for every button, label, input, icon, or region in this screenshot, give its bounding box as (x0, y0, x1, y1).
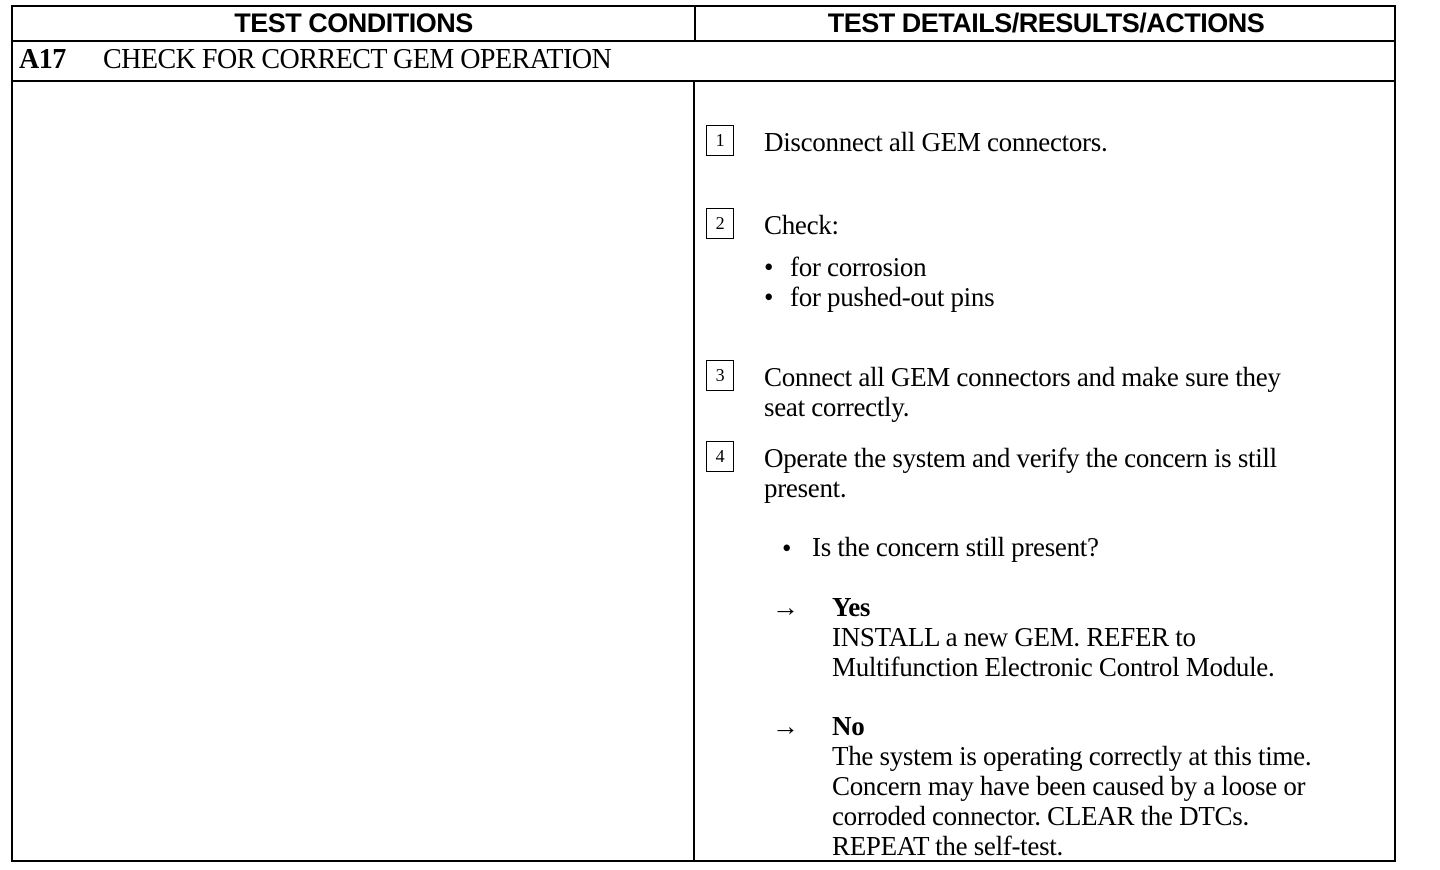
header-test-conditions: TEST CONDITIONS (234, 8, 473, 38)
header-test-details: TEST DETAILS/RESULTS/ACTIONS (827, 8, 1265, 38)
step-title-row (13, 42, 1394, 82)
question-text: Is the concern still present? (812, 532, 1099, 562)
step-number-box-2: 2 (706, 208, 734, 239)
yes-action-line-2: Multifunction Electronic Control Module. (832, 652, 1275, 682)
instruction-2-line-1: Check: (764, 210, 839, 240)
column-divider-body (693, 82, 695, 862)
instruction-4-line-2: present. (764, 473, 847, 503)
test-table (11, 5, 1396, 862)
step-number-box-4: 4 (706, 441, 734, 472)
no-action-line-1: The system is operating correctly at this time. (832, 741, 1312, 771)
question-bullet: • (782, 533, 792, 563)
answer-no-label: No (832, 711, 865, 741)
step-number-box-3: 3 (706, 360, 734, 391)
test-details-cell (696, 82, 1396, 862)
arrow-right-icon: → (772, 711, 799, 741)
no-action-line-3: corroded connector. CLEAR the DTCs. (832, 801, 1249, 831)
step-code: A17 (19, 44, 66, 75)
answer-yes-label: Yes (832, 592, 871, 622)
instruction-3-line-2: seat correctly. (764, 392, 910, 422)
no-action-line-2: Concern may have been caused by a loose or (832, 771, 1306, 801)
bullet-glyph: • (764, 282, 774, 312)
arrow-right-icon: → (772, 592, 799, 622)
table-header-row (13, 7, 1394, 42)
instruction-3-line-1: Connect all GEM connectors and make sure they (764, 362, 1281, 392)
step-title: CHECK FOR CORRECT GEM OPERATION (103, 44, 612, 75)
instruction-1-line-1: Disconnect all GEM connectors. (764, 127, 1108, 157)
check-item-1: for corrosion (790, 252, 927, 282)
bullet-glyph: • (764, 252, 774, 282)
yes-action-line-1: INSTALL a new GEM. REFER to (832, 622, 1196, 652)
check-item-2: for pushed-out pins (790, 282, 995, 312)
step-number-box-1: 1 (706, 125, 734, 156)
instruction-4-line-1: Operate the system and verify the concern is still (764, 443, 1277, 473)
no-action-line-4: REPEAT the self-test. (832, 831, 1063, 861)
